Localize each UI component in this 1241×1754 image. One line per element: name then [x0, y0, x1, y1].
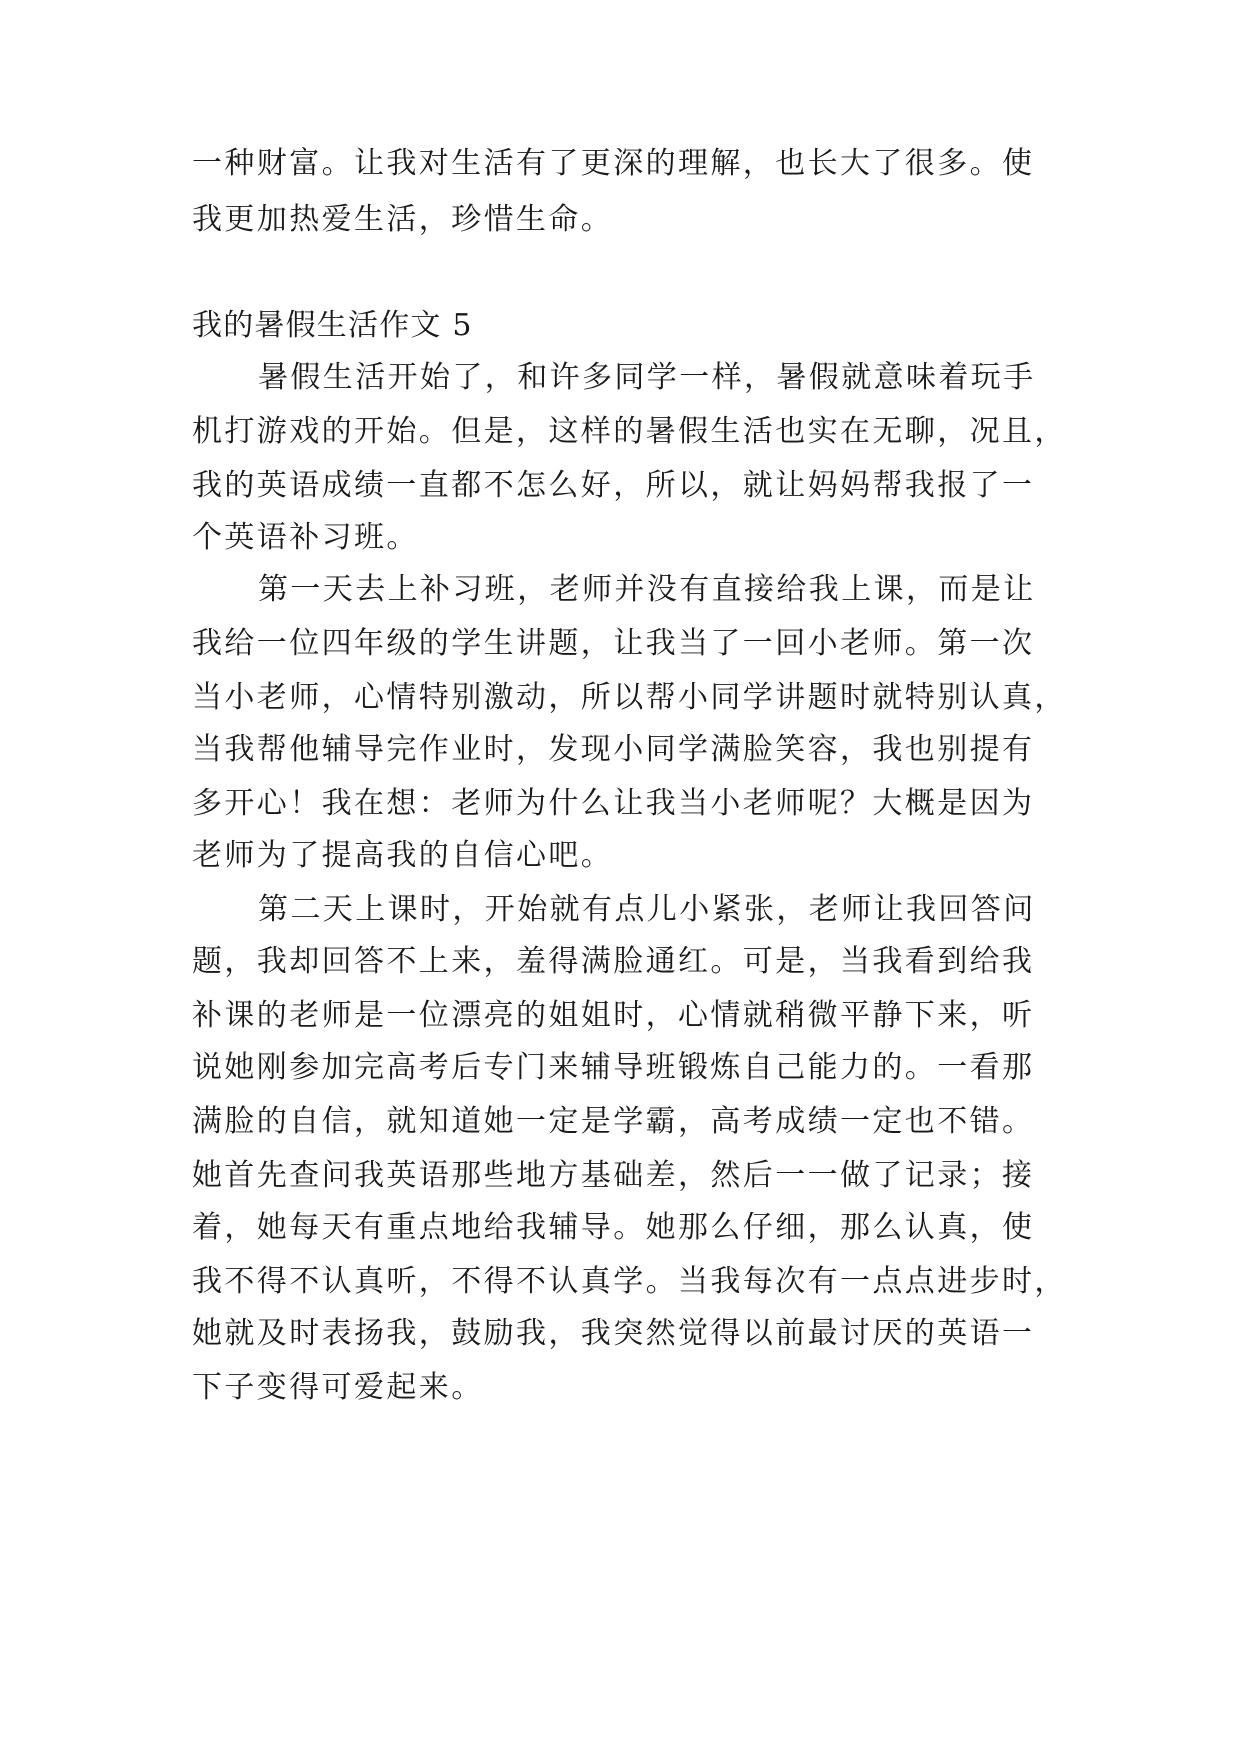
paragraph-line: 我不得不认真听，不得不认真学。当我每次有一点点进步时，: [192, 1264, 1067, 1299]
paragraph-line: 着，她每天有重点地给我辅导。她那么仔细，那么认真，使: [192, 1210, 1035, 1245]
paragraph-line: 我的英语成绩一直都不怎么好，所以，就让妈妈帮我报了一: [192, 468, 1035, 503]
paragraph-line: 补课的老师是一位漂亮的姐姐时，心情就稍微平静下来，听: [192, 998, 1035, 1033]
paragraph-line: 多开心！我在想：老师为什么让我当小老师呢？大概是因为: [192, 786, 1035, 821]
paragraph-line: 下子变得可爱起来。: [192, 1370, 484, 1405]
section-title: 我的暑假生活作文 5: [192, 308, 473, 343]
paragraph-line: 当我帮他辅导完作业时，发现小同学满脸笑容，我也别提有: [192, 732, 1035, 767]
paragraph-line: 满脸的自信，就知道她一定是学霸，高考成绩一定也不错。: [192, 1104, 1035, 1139]
intro-line: 我更加热爱生活，珍惜生命。: [192, 202, 614, 237]
paragraph-line: 老师为了提高我的自信心吧。: [192, 838, 614, 873]
intro-line: 一种财富。让我对生活有了更深的理解，也长大了很多。使: [192, 146, 1035, 181]
paragraph-line: 机打游戏的开始。但是，这样的暑假生活也实在无聊，况且，: [192, 414, 1067, 449]
paragraph-line: 她首先查问我英语那些地方基础差，然后一一做了记录；接: [192, 1158, 1035, 1193]
paragraph-line: 第二天上课时，开始就有点儿小紧张，老师让我回答问: [258, 892, 1036, 927]
paragraph-line: 暑假生活开始了，和许多同学一样，暑假就意味着玩手: [258, 360, 1036, 395]
paragraph-line: 当小老师，心情特别激动，所以帮小同学讲题时就特别认真，: [192, 680, 1067, 715]
paragraph-line: 题，我却回答不上来，羞得满脸通红。可是，当我看到给我: [192, 944, 1035, 979]
paragraph-line: 她就及时表扬我，鼓励我，我突然觉得以前最讨厌的英语一: [192, 1316, 1035, 1351]
paragraph-line: 说她刚参加完高考后专门来辅导班锻炼自己能力的。一看那: [192, 1050, 1035, 1085]
paragraph-line: 个英语补习班。: [192, 520, 419, 555]
paragraph-line: 第一天去上补习班，老师并没有直接给我上课，而是让: [258, 572, 1036, 607]
paragraph-line: 我给一位四年级的学生讲题，让我当了一回小老师。第一次: [192, 626, 1035, 661]
